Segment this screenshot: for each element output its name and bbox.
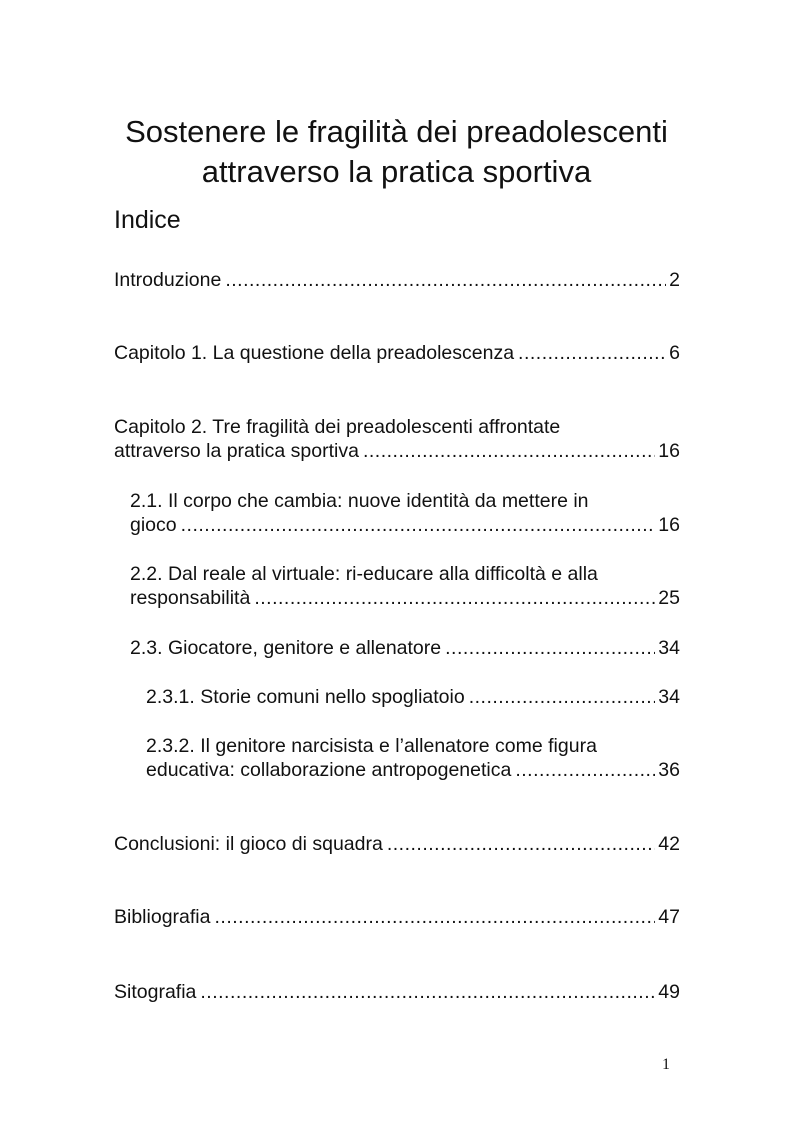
toc-entry-chapter-1[interactable]: [114, 341, 680, 365]
toc-page-number: 25: [658, 587, 680, 609]
toc-leader-dots: [445, 636, 655, 660]
toc-entry-section-2-3-1[interactable]: [146, 685, 680, 709]
toc-leader-dots: [200, 980, 655, 1004]
toc-leader-dots: [181, 513, 656, 537]
toc-entry-text: 2.2. Dal reale al virtuale: ri-educare alla difficoltà e alla: [130, 563, 598, 585]
toc-entry-text: responsabilità: [130, 587, 251, 609]
toc-page-number: 6: [669, 342, 680, 364]
toc-page-number: 36: [658, 759, 680, 781]
toc-entry-conclusions[interactable]: [114, 832, 680, 856]
page-number: 1: [662, 1056, 670, 1073]
toc-entry-text: Bibliografia: [114, 906, 211, 928]
index-heading: Indice: [114, 206, 181, 234]
toc-page-number: 47: [658, 906, 680, 928]
toc-entry-section-2-2-line-1[interactable]: [130, 562, 680, 586]
page-title: [80, 112, 713, 192]
toc-entry-section-2-1[interactable]: [130, 513, 680, 537]
toc-entry-text: attraverso la pratica sportiva: [114, 440, 359, 462]
toc-entry-section-2-2[interactable]: [130, 586, 680, 610]
title-line-2: attraverso la pratica sportiva: [201, 154, 592, 189]
toc-entry-text: Capitolo 1. La questione della preadolescenza: [114, 342, 515, 364]
toc-entry-text: 2.3. Giocatore, genitore e allenatore: [130, 637, 442, 659]
toc-leader-dots: [469, 685, 656, 709]
toc-entry-text: Sitografia: [114, 981, 197, 1003]
title-line-1: Sostenere le fragilità dei preadolescenti: [125, 114, 668, 149]
toc-entry-text: educativa: collaborazione antropogenetica: [146, 759, 512, 781]
toc-entry-section-2-1-line-1[interactable]: [130, 489, 680, 513]
toc-entry-chapter-2-line-1[interactable]: [114, 415, 680, 439]
toc-page-number: 34: [658, 637, 680, 659]
toc-page-number: 34: [658, 686, 680, 708]
toc-entry-bibliography[interactable]: [114, 905, 680, 929]
toc-leader-dots: [363, 439, 655, 463]
toc-entry-introduction[interactable]: [114, 268, 680, 292]
toc-entry-section-2-3-2[interactable]: [146, 758, 680, 782]
toc-leader-dots: [387, 832, 655, 856]
toc-entry-text: gioco: [130, 514, 177, 536]
toc-page-number: 16: [658, 440, 680, 462]
toc-leader-dots: [515, 758, 655, 782]
toc-leader-dots: [518, 341, 666, 365]
toc-page-number: 16: [658, 514, 680, 536]
toc-entry-text: Capitolo 2. Tre fragilità dei preadolescenti affrontate: [114, 416, 561, 438]
toc-leader-dots: [225, 268, 666, 292]
toc-entry-text: 2.3.2. Il genitore narcisista e l’allenatore come figura: [146, 735, 597, 757]
toc-entry-text: 2.3.1. Storie comuni nello spogliatoio: [146, 686, 465, 708]
toc-entry-text: 2.1. Il corpo che cambia: nuove identità da mettere in: [130, 490, 589, 512]
toc-page-number: 2: [669, 269, 680, 291]
toc-entry-chapter-2[interactable]: [114, 439, 680, 463]
toc-entry-section-2-3-2-line-1[interactable]: [146, 734, 680, 758]
toc-leader-dots: [254, 586, 655, 610]
toc-page-number: 42: [658, 833, 680, 855]
toc-entry-text: Introduzione: [114, 269, 222, 291]
toc-entry-text: Conclusioni: il gioco di squadra: [114, 833, 383, 855]
toc-leader-dots: [214, 905, 655, 929]
toc-entry-sitography[interactable]: [114, 980, 680, 1004]
toc-page-number: 49: [658, 981, 680, 1003]
toc-entry-section-2-3[interactable]: [130, 636, 680, 660]
